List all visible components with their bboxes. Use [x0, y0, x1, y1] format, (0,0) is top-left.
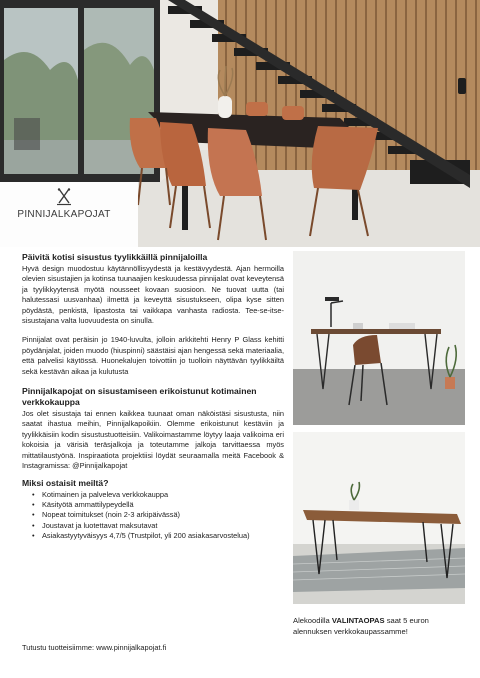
- list-item: • Nopeat toimitukset (noin 2-3 arkipäivässä): [34, 510, 284, 520]
- brand-name: PINNIJALKAPOJAT: [17, 209, 111, 220]
- brand-logo: [0, 188, 128, 220]
- intro-heading: Päivitä kotisi sisustus tyylikkäillä pinnijaloilla: [22, 252, 208, 262]
- hero-photo: [0, 0, 480, 247]
- website-link[interactable]: Tutustu tuotteisiimme: www.pinnijalkapojat.fi: [22, 643, 167, 652]
- coffee-table-photo: [293, 432, 465, 604]
- intro-paragraph-1: Hyvä design muodostuu käytännöllisyydestä ja kestävyydestä. Ajan hermoilla olevien sisustajien ja kotinsa tuunaajien keskuudessa pinnijalat ovat keveytensä ja tyylikkyytensä myötä nousseet kovaan suosioon. Ne tuovat uutta (tai halutessasi uusvanhaa) ilmettä ja keveyttä sisustukseen, olipa kyse sitten pöydästä, penkistä, lipastosta tai vaikkapa vanhasta radiosta. Tee-se-itse-sisustajana valta luovuudesta on sinulla.: [22, 264, 284, 326]
- why-heading: Miksi ostaisit meiltä?: [22, 477, 109, 488]
- list-item: • Käsityötä ammattilypeydellä: [34, 500, 284, 510]
- desk-top: [311, 329, 441, 334]
- shop-paragraph: Jos olet sisustaja tai ennen kaikkea tuunaat oman näköistäsi sisustusta, niin saatat ihastua meihin, Pinnijalkapoikiin. Olemme erikoistunut kestäviin ja tyylikkäisiin kodin sisustustuotteisiin. Valikoimastamme löytyy laaja valikoima eri kokoisia ja värisiä teräsjalkoja ja toteutamme jalkoja tarvittaessa myös mittatilaustyönä. Inspiraatiota projektiisi löydät seuraamalla meitä Facebook & Instagramissa: @Pinnijalkapojat: [22, 409, 284, 471]
- list-item: • Kotimainen ja palveleva verkkokauppa: [34, 490, 284, 500]
- coffee-table-illustration: [293, 432, 465, 604]
- promo-before: Alekoodilla: [293, 616, 332, 625]
- promo-code: VALINTAOPAS: [331, 616, 385, 625]
- why-list: [22, 490, 284, 542]
- intro-paragraph-2: Pinnijalat ovat peräisin jo 1940-luvulta, jolloin arkkitehti Henry P Glass kehitti pöydänjalat, joiden muodo (hiuspinni) säästäisi ajan hengessä sekä materiaalia, että palvelisi käytössä. Huonekalujen toivottiin jo tuolloin näyttävän tyylikkäiltä sekä kestävän aikaa ja kulutusta: [22, 335, 284, 376]
- list-item: • Joustavat ja luotettavat maksutavat: [34, 521, 284, 531]
- shop-heading: Pinnijalkapojat on sisustamiseen erikoistunut kotimainen verkkokauppa: [22, 386, 257, 408]
- list-item: • Asiakastyytyväisyys 4,7/5 (Trustpilot, yli 200 asiakasarvostelua): [34, 531, 284, 541]
- concrete-floor: [293, 369, 465, 425]
- desk-photo: [293, 251, 465, 425]
- article-column: [22, 252, 284, 542]
- hairpin-logo-icon: [56, 188, 72, 206]
- promo-text: [293, 616, 468, 638]
- promo-after: saat 5 euron alennuksen verkkokaupassamme!: [293, 616, 429, 636]
- desk-chair-illustration: [293, 251, 465, 425]
